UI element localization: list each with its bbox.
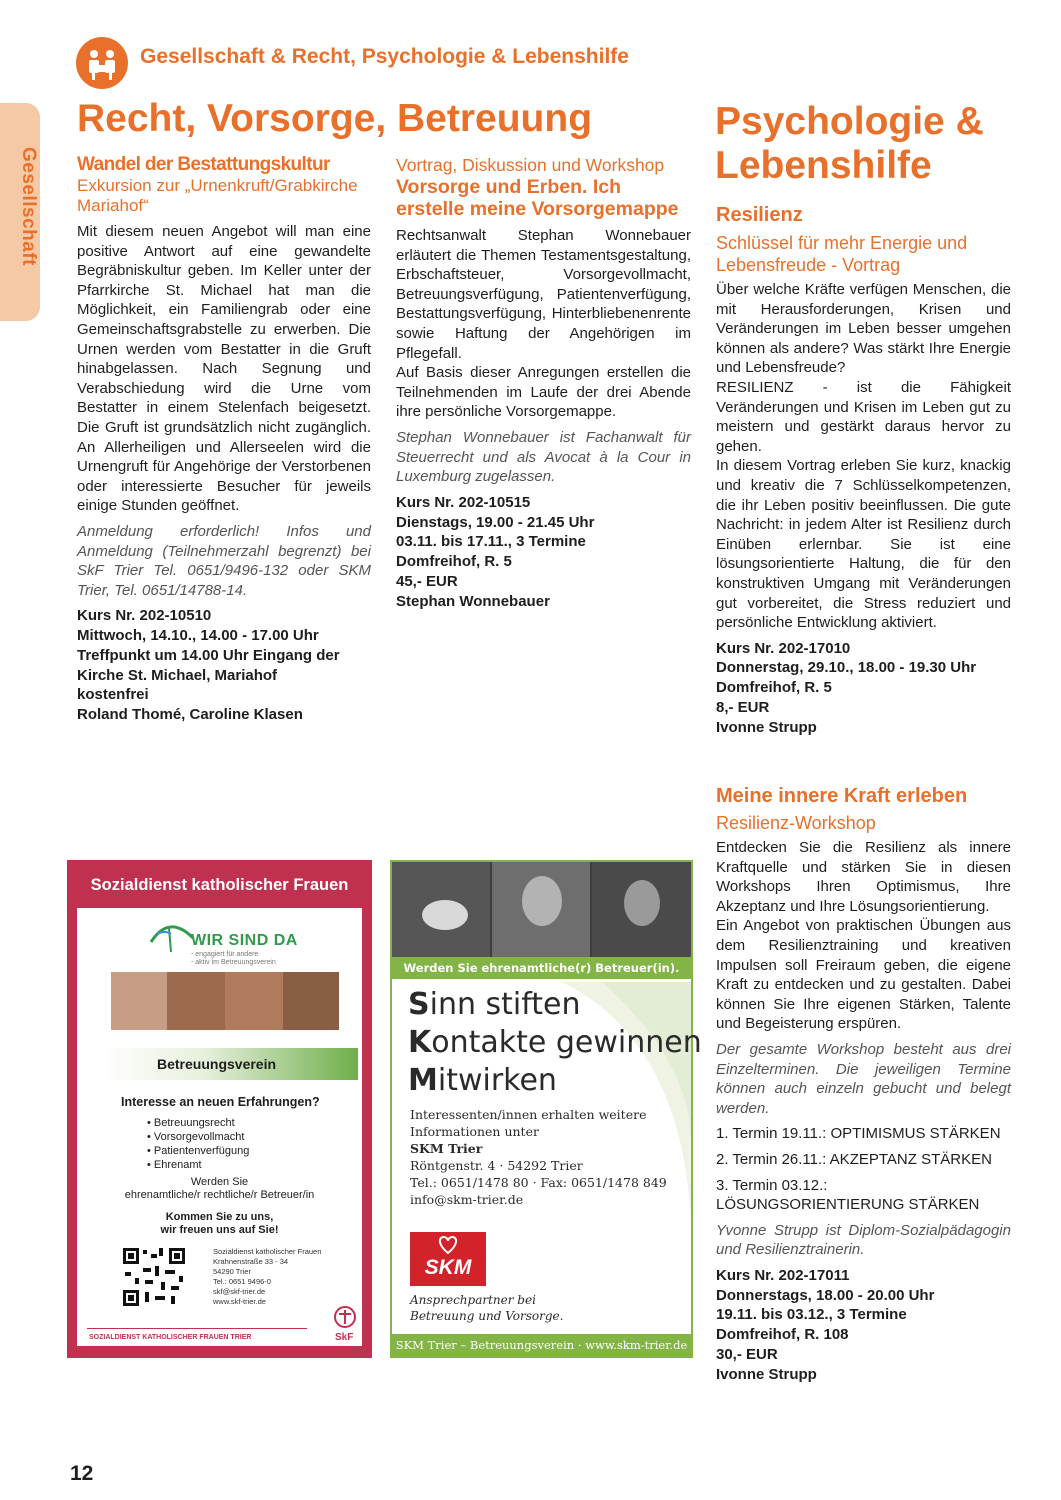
ad-footer-logo: SkF bbox=[335, 1332, 354, 1343]
course-body: Über welche Kräfte verfügen Menschen, die mit Herausforderungen, Krisen und Veränderungen im Leben besser umgehen können als andere? Was stärkt Ihre Energie und Lebensfreude? bbox=[716, 281, 1011, 377]
ad-skm bbox=[390, 860, 702, 1358]
course-place: Treffpunkt um 14.00 Uhr Eingang der Kirche St. Michael, Mariahof bbox=[77, 646, 340, 684]
ad-bullet: • Patientenverfügung bbox=[147, 1145, 250, 1157]
ad-inner bbox=[77, 908, 362, 1346]
course-title: Wandel der Bestattungskultur bbox=[77, 154, 330, 175]
course-date: Donnerstag, 29.10., 18.00 - 19.30 Uhr bbox=[716, 659, 977, 677]
category-title: Gesellschaft & Recht, Psychologie & Lebenshilfe bbox=[140, 45, 629, 68]
course-subtitle: Schlüssel für mehr Energie und Lebensfreude - Vortrag bbox=[716, 233, 968, 275]
course-lead: Ivonne Strupp bbox=[716, 718, 817, 736]
course-title: Vorsorge und Erben. Ich erstelle meine Vorsorgemappe bbox=[396, 176, 679, 220]
course-body-3: In diesem Vortrag erleben Sie kurz, knackig und kreativ die 7 Schlüsselkompetenzen, die ihr Leben positiv beeinflussen. Die gute Nachricht: in jedem Alter ist Resilienz durch Einüben erlernbar. Sie ist eine lösungsorientierte Haltung, die für den konstruktiven Umgang mit Veränderungen gut vorbereitet, die Stress reduziert und persönliche Entwicklung aktiviert. bbox=[716, 457, 1011, 632]
course-term-1: 1. Termin 19.11.: OPTIMISMUS STÄRKEN bbox=[716, 1125, 1001, 1143]
course-number: Kurs Nr. 202-10510 bbox=[77, 607, 212, 625]
category-icon bbox=[76, 37, 128, 89]
course-number: Kurs Nr. 202-17010 bbox=[716, 639, 851, 657]
course-note: Der gesamte Workshop besteht aus drei Einzelterminen. Die jeweiligen Termine können auch einzeln gebucht und belegt werden. bbox=[716, 1040, 1011, 1117]
ad-footer bbox=[392, 1334, 691, 1356]
ad-slogans bbox=[408, 986, 702, 1100]
course-place: Domfreihof, R. 5 bbox=[716, 679, 832, 697]
slogan-3: Mitwirken bbox=[408, 1063, 557, 1098]
slogan-2: Kontakte gewinnen bbox=[408, 1025, 702, 1060]
qr-code bbox=[121, 1246, 187, 1308]
course-note: Anmeldung erforderlich! Infos und Anmeldung (Teilnehmerzahl begrenzt) bei SkF Trier Tel. 0651/9496-132 oder SKM Trier, Tel. 0651/14788-14. bbox=[77, 522, 371, 599]
ad-logo-text: WIR SIND DA bbox=[191, 932, 298, 949]
course-price: 8,- EUR bbox=[716, 699, 770, 717]
course-bestattungskultur bbox=[77, 154, 371, 725]
skm-logo bbox=[410, 1232, 486, 1286]
umbrella-icon bbox=[147, 918, 197, 956]
side-tab-label: Gesellschaft bbox=[18, 147, 39, 266]
course-number: Kurs Nr. 202-17011 bbox=[716, 1266, 850, 1284]
seniors-photo bbox=[392, 862, 691, 957]
course-body: Mit diesem neuen Angebot will man eine positive Antwort auf eine gewandelte Begräbniskultur geben. Im Keller unter der Pfarrkirche St. Michael hat man die Möglichkeit, ein Familiengrab oder eine Gemeinschaftsgrabstelle zu erwerben. Die Urnen werden vom Bestatter in die Gruft hinabgelassen. Nach Segnung und Verabschiedung wird die Urne vom Bestatter in einem Stelenfach beigesetzt. Die Gruft ist grundsätzlich nicht zugänglich. An Allerheiligen und Allerseelen wird die Urnengruft für Angehörige der Verstorbenen oder interessierte Besucher für jeweils einige Stunden geöffnet. bbox=[77, 223, 371, 515]
ad-footer-text: SKM Trier – Betreuungsverein · www.skm-trier.de bbox=[395, 1338, 688, 1352]
course-price: kostenfrei bbox=[77, 686, 149, 704]
course-body-2: Auf Basis dieser Anregungen erstellen die Teilnehmenden im Laufe der drei Abende ihre persönliche Vorsorgemappe. bbox=[396, 364, 691, 421]
ad-invite: Werden Sie ehrenamtliche/r rechtliche/r Betreuer/in bbox=[124, 1176, 315, 1201]
course-date: Mittwoch, 14.10., 14.00 - 17.00 Uhr bbox=[77, 627, 319, 645]
ad-skf bbox=[67, 860, 372, 1358]
course-date: Donnerstags, 18.00 - 20.00 Uhr bbox=[716, 1286, 935, 1304]
slogan-1: Sinn stiften bbox=[408, 987, 581, 1022]
ad-logo-sub-2: - aktiv im Betreuungsverein bbox=[191, 959, 276, 966]
ad-band-label: Betreuungsverein bbox=[157, 1056, 277, 1072]
people-icon bbox=[76, 37, 128, 89]
page-number: 12 bbox=[70, 1462, 94, 1485]
course-body: Rechtsanwalt Stephan Wonnebauer erläutert die Themen Testamentsgestaltung, Erbschaftsteuer, Vorsorgevollmacht, Betreuungsverfügung, Patientenverfügung, Bestattungsverfügung, Hinterbliebenenrente sowie Haftung der Angehörigen im Pflegefall. bbox=[396, 227, 691, 362]
ad-header: Sozialdienst katholischer Frauen bbox=[90, 876, 349, 894]
course-body-2: RESILIENZ - ist die Fähigkeit Veränderungen und Krisen im Leben gut zu meistern und gestärkt daraus hervor zu gehen. bbox=[716, 378, 1011, 455]
course-title: Resilienz bbox=[716, 204, 803, 226]
course-body: Entdecken Sie die Resilienz als innere Kraftquelle und stärken Sie in diesen Workshops Ihren Optimismus, Ihre Akzeptanz und Ihre Lösungsorientierung. bbox=[716, 839, 1011, 915]
course-dates: 19.11. bis 03.12., 3 Termine bbox=[716, 1306, 907, 1324]
course-dates: 03.11. bis 17.11., 3 Termine bbox=[396, 533, 586, 551]
ad-bullets bbox=[147, 1116, 249, 1172]
course-vorsorge bbox=[396, 154, 691, 612]
ad-address: Sozialdienst katholischer Frauen Krahnenstraße 33 - 34 54290 Trier Tel.: 0651 9496-0 skf@skf-trier.de www.skf-trier.de bbox=[213, 1247, 322, 1306]
course-lead: Stephan Wonnebauer bbox=[396, 592, 550, 610]
ad-contact: Interessenten/innen erhalten weitere Informationen unter SKM Trier Röntgenstr. 4 · 54292 Trier Tel.: 0651/1478 80 · Fax: 0651/1478 849 info@skm-trier.de bbox=[410, 1107, 667, 1207]
course-term-3: 3. Termin 03.12.: LÖSUNGSORIENTIERUNG STÄRKEN bbox=[716, 1176, 980, 1214]
skf-heart-icon bbox=[333, 1306, 357, 1328]
course-subtitle: Exkursion zur „Urnenkruft/Grabkirche Mariahof“ bbox=[77, 176, 358, 215]
ad-question: Interesse an neuen Erfahrungen? bbox=[121, 1095, 320, 1109]
ad-banner-text: Werden Sie ehrenamtliche(r) Betreuer(in). bbox=[403, 961, 680, 975]
ad-cta: Kommen Sie zu uns, wir freuen uns auf Sie! bbox=[160, 1211, 279, 1236]
ad-tagline: Ansprechpartner bei Betreuung und Vorsorge. bbox=[410, 1293, 564, 1323]
course-term-2: 2. Termin 26.11.: AKZEPTANZ STÄRKEN bbox=[716, 1150, 992, 1168]
ad-divider bbox=[87, 1328, 307, 1329]
ad-band bbox=[103, 1048, 358, 1080]
section-heading-psychologie: Psychologie & Lebenshilfe bbox=[715, 100, 984, 187]
course-innere-kraft bbox=[716, 785, 1011, 1385]
volunteers-photo bbox=[111, 972, 339, 1030]
course-note: Stephan Wonnebauer ist Fachanwalt für Steuerrecht und als Avocat à la Cour in Luxemburg zugelassen. bbox=[396, 428, 691, 486]
skm-logo-text: SKM bbox=[424, 1256, 472, 1279]
skm-heart-icon bbox=[436, 1235, 460, 1255]
course-kicker: Vortrag, Diskussion und Workshop bbox=[396, 155, 665, 175]
ad-banner bbox=[392, 957, 691, 979]
course-price: 45,- EUR bbox=[396, 572, 458, 590]
course-place: Domfreihof, R. 5 bbox=[396, 553, 512, 571]
ad-logo-sub-1: - engagiert für andere bbox=[191, 951, 259, 958]
course-subtitle: Resilienz-Workshop bbox=[716, 813, 876, 833]
course-resilienz bbox=[716, 204, 1011, 738]
course-place: Domfreihof, R. 108 bbox=[716, 1326, 849, 1344]
ad-footer: SOZIALDIENST KATHOLISCHER FRAUEN TRIER bbox=[89, 1334, 252, 1341]
section-heading-recht: Recht, Vorsorge, Betreuung bbox=[77, 97, 593, 140]
course-lead: Roland Thomé, Caroline Klasen bbox=[77, 706, 303, 724]
ad-bullet: • Ehrenamt bbox=[147, 1159, 202, 1171]
course-number: Kurs Nr. 202-10515 bbox=[396, 493, 531, 511]
course-date: Dienstags, 19.00 - 21.45 Uhr bbox=[396, 513, 595, 531]
course-note-2: Yvonne Strupp ist Diplom-Sozialpädagogin und Resilienztrainerin. bbox=[716, 1221, 1011, 1259]
ad-bullet: • Vorsorgevollmacht bbox=[147, 1131, 245, 1143]
ad-bullet: • Betreuungsrecht bbox=[147, 1117, 235, 1129]
course-title: Meine innere Kraft erleben bbox=[716, 785, 968, 807]
course-lead: Ivonne Strupp bbox=[716, 1365, 817, 1383]
course-price: 30,- EUR bbox=[716, 1346, 778, 1364]
course-body-2: Ein Angebot von praktischen Übungen aus dem Resilienztraining und kreativen Impulsen soll Freiraum geben, die eigene Kraft zu entdecken und zu gestalten. Dabei können Sie Ihre eigenen Stärken, Talente und Begeisterung erspüren. bbox=[716, 917, 1011, 1033]
